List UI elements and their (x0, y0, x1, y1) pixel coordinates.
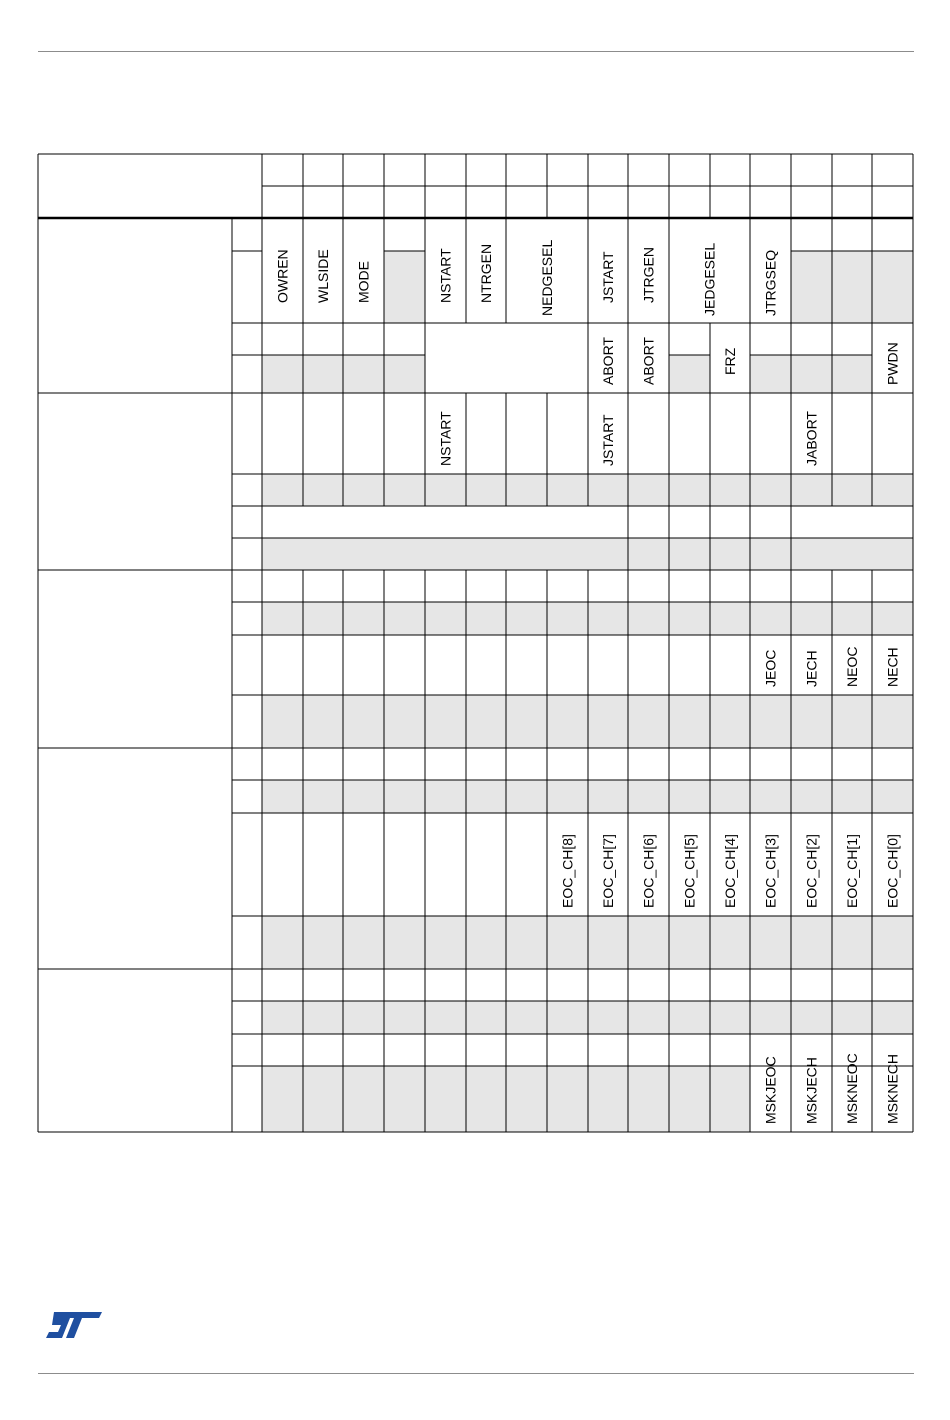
shaded-cell (425, 695, 466, 748)
shaded-cell (506, 1001, 547, 1034)
shaded-cell (506, 695, 547, 748)
shaded-cell (588, 695, 628, 748)
shaded-cell (750, 538, 791, 570)
shaded-cell (750, 602, 791, 635)
shaded-cell (750, 780, 791, 813)
shaded-cell (303, 474, 343, 506)
shaded-cell (384, 780, 425, 813)
shaded-cell (506, 780, 547, 813)
bit-label: OWREN (274, 249, 291, 303)
shaded-cell (832, 780, 872, 813)
shaded-cell (262, 1066, 303, 1132)
shaded-cell (547, 780, 588, 813)
shaded-cell (262, 602, 303, 635)
bit-label: EOC_CH[5] (681, 834, 698, 908)
shaded-cell (872, 474, 913, 506)
shaded-cell (832, 1001, 872, 1034)
shaded-cell (791, 602, 832, 635)
shaded-cell (872, 251, 913, 323)
shaded-cell (466, 1001, 506, 1034)
shaded-cell (750, 916, 791, 969)
shaded-cell (791, 916, 832, 969)
shaded-cell (588, 1001, 628, 1034)
shaded-cell (303, 1001, 343, 1034)
shaded-cell (384, 1001, 425, 1034)
bit-label: EOC_CH[3] (762, 834, 779, 908)
bit-label: NTRGEN (478, 243, 494, 303)
shaded-cell (872, 538, 913, 570)
shaded-cell (669, 602, 710, 635)
shaded-cell (669, 916, 710, 969)
shaded-cell (466, 602, 506, 635)
shaded-cell (547, 1001, 588, 1034)
shaded-cell (669, 355, 710, 393)
bit-label: JSTART (600, 251, 616, 303)
shaded-cell (832, 474, 872, 506)
shaded-cell (669, 474, 710, 506)
bit-label: JECH (803, 650, 820, 687)
shaded-cell (466, 474, 506, 506)
bit-label: JABORT (803, 411, 820, 466)
shaded-cell (872, 695, 913, 748)
shaded-cell (262, 780, 303, 813)
shaded-cell (262, 538, 303, 570)
shaded-cell (750, 695, 791, 748)
shaded-cell (710, 538, 750, 570)
shaded-cell (669, 695, 710, 748)
shaded-cell (343, 474, 384, 506)
bit-label: EOC_CH[7] (600, 834, 616, 908)
shaded-cell (588, 538, 628, 570)
shaded-cell (506, 538, 547, 570)
shaded-cell (262, 1001, 303, 1034)
shaded-cell (832, 602, 872, 635)
shaded-cell (791, 1001, 832, 1034)
shaded-cell (547, 1066, 588, 1132)
shaded-cell (832, 916, 872, 969)
shaded-cell (832, 695, 872, 748)
shaded-cell (384, 474, 425, 506)
shaded-cell (669, 780, 710, 813)
shaded-cell (669, 1066, 710, 1132)
shaded-cell (628, 538, 669, 570)
shaded-cell (466, 916, 506, 969)
shaded-cell (343, 602, 384, 635)
shaded-cell (588, 1066, 628, 1132)
shaded-cell (262, 916, 303, 969)
shaded-cell (343, 355, 384, 393)
shaded-cell (547, 916, 588, 969)
shaded-cell (628, 916, 669, 969)
shaded-cell (791, 780, 832, 813)
shaded-cell (303, 695, 343, 748)
bit-label: MSKNEOC (844, 1053, 860, 1124)
bit-label: NSTART (437, 411, 454, 466)
shaded-cell (791, 538, 832, 570)
bit-label: EOC_CH[4] (722, 834, 738, 908)
shaded-cell (262, 355, 303, 393)
shaded-cell (547, 474, 588, 506)
shaded-cell (425, 538, 466, 570)
shaded-cell (791, 695, 832, 748)
shaded-cell (262, 474, 303, 506)
bit-label: JTRGEN (640, 247, 657, 303)
shaded-cell (628, 1001, 669, 1034)
shaded-cell (547, 695, 588, 748)
shaded-cell (466, 1066, 506, 1132)
shaded-cell (710, 916, 750, 969)
bit-label: WLSIDE (315, 249, 331, 303)
bit-label: EOC_CH[1] (844, 834, 860, 908)
bit-label: NEOC (844, 646, 860, 687)
shaded-cell (588, 780, 628, 813)
shaded-cell (832, 251, 872, 323)
shaded-cell (343, 1001, 384, 1034)
shaded-cell (506, 1066, 547, 1132)
shaded-cell (832, 538, 872, 570)
shaded-cell (384, 355, 425, 393)
shaded-cell (710, 1066, 750, 1132)
shaded-cell (832, 355, 872, 393)
shaded-cell (791, 251, 832, 323)
shaded-cell (303, 1066, 343, 1132)
bit-label: EOC_CH[2] (803, 834, 820, 908)
shaded-cell (750, 1001, 791, 1034)
shaded-cell (628, 474, 669, 506)
shaded-cell (384, 695, 425, 748)
shaded-cell (506, 602, 547, 635)
shaded-cell (425, 602, 466, 635)
shaded-cell (710, 602, 750, 635)
shaded-cell (588, 474, 628, 506)
shaded-cell (343, 1066, 384, 1132)
bit-label: FRZ (722, 347, 738, 375)
shaded-cell (343, 538, 384, 570)
shaded-cell (628, 695, 669, 748)
shaded-cell (872, 602, 913, 635)
shaded-cell (384, 1066, 425, 1132)
shaded-cell (425, 474, 466, 506)
shaded-cell (791, 355, 832, 393)
shaded-cell (506, 474, 547, 506)
shaded-cell (750, 474, 791, 506)
bit-label: MSKJEOC (762, 1056, 779, 1124)
bit-label: PWDN (884, 342, 901, 385)
shaded-cell (343, 780, 384, 813)
shaded-cell (750, 355, 791, 393)
bit-label: NECH (884, 647, 901, 687)
shaded-cell (303, 780, 343, 813)
shaded-cell (384, 538, 425, 570)
shaded-cell (262, 695, 303, 748)
shaded-cell (628, 780, 669, 813)
shaded-cell (669, 538, 710, 570)
shaded-cell (303, 538, 343, 570)
shaded-cell (872, 780, 913, 813)
shaded-cell (343, 695, 384, 748)
shaded-cell (628, 1066, 669, 1132)
shaded-cell (710, 695, 750, 748)
shaded-cell (547, 602, 588, 635)
shaded-cell (425, 916, 466, 969)
shaded-cell (303, 916, 343, 969)
bit-label: MSKJECH (803, 1057, 820, 1124)
shaded-cell (384, 916, 425, 969)
shaded-cell (872, 916, 913, 969)
bit-label: NEDGESEL (539, 239, 555, 316)
bit-label: JTRGSEQ (762, 249, 779, 316)
shaded-cell (628, 602, 669, 635)
shaded-cell (425, 1066, 466, 1132)
shaded-cell (669, 1001, 710, 1034)
bit-label: ABORT (640, 337, 657, 385)
shaded-cell (791, 474, 832, 506)
bit-label: JEOC (762, 649, 779, 687)
st-logo (44, 1308, 104, 1342)
bit-label: JSTART (600, 414, 616, 466)
bit-label: NSTART (437, 248, 454, 303)
shaded-cell (710, 1001, 750, 1034)
bit-label: MSKNECH (884, 1053, 901, 1124)
shaded-cell (384, 251, 425, 323)
bit-label: MODE (355, 261, 372, 303)
bit-label: JEDGESEL (701, 242, 718, 316)
shaded-cell (425, 1001, 466, 1034)
bit-label: EOC_CH[0] (884, 834, 901, 908)
shaded-cell (872, 1001, 913, 1034)
shaded-cell (303, 355, 343, 393)
shaded-cell (466, 780, 506, 813)
shaded-cell (710, 780, 750, 813)
shaded-cell (384, 602, 425, 635)
shaded-cell (343, 916, 384, 969)
shaded-cell (506, 916, 547, 969)
bit-label: EOC_CH[6] (640, 834, 657, 908)
shaded-cell (710, 474, 750, 506)
shaded-cell (425, 780, 466, 813)
shaded-cell (547, 538, 588, 570)
shaded-cell (588, 602, 628, 635)
shaded-cell (588, 916, 628, 969)
bit-label: ABORT (600, 337, 616, 385)
shaded-cell (466, 538, 506, 570)
shaded-cell (303, 602, 343, 635)
bit-label: EOC_CH[8] (559, 834, 576, 908)
shaded-cell (466, 695, 506, 748)
